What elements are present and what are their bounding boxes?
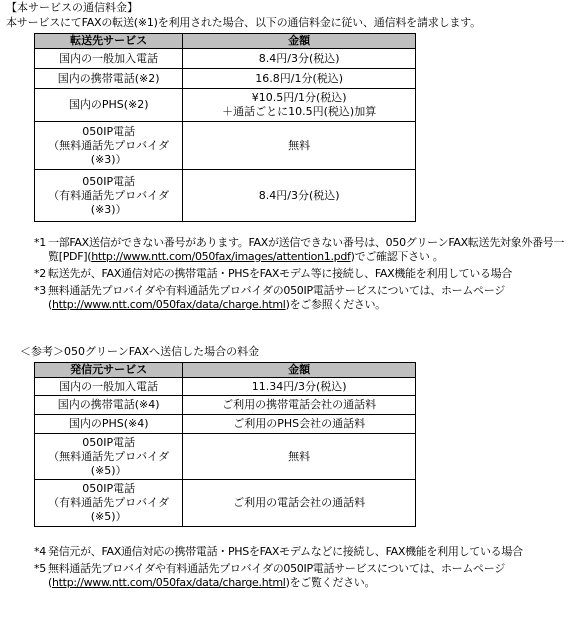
table-row <box>35 49 416 69</box>
table-row <box>35 170 416 222</box>
footnote <box>34 236 574 264</box>
table-row <box>35 122 416 170</box>
cell-line: ご利用の携帯電話会社の通話料 <box>222 398 377 411</box>
footnote-link[interactable]: http://www.ntt.com/050fax/images/attention1.pdf <box>91 250 351 263</box>
table-cell-amount <box>183 378 416 396</box>
cell-line: （無料通話先プロバイダ <box>48 138 170 152</box>
table-cell-amount <box>183 122 416 170</box>
table-cell-service <box>35 69 183 89</box>
section-heading: 【本サービスの通信料金】 <box>6 1 138 14</box>
notes-block-1 <box>34 236 574 315</box>
table-cell-service <box>35 434 183 480</box>
table-row <box>35 378 416 396</box>
incoming-charges-table <box>34 362 416 527</box>
cell-line: 国内のPHS(※4) <box>68 417 149 430</box>
footnote-mark: *4 <box>34 545 46 558</box>
footnote-mark: *2 <box>34 267 46 280</box>
cell-line: ＋通話ごとに10.5円(税込)加算 <box>222 105 377 118</box>
cell-line: 国内のPHS(※2) <box>68 98 149 111</box>
table-cell-service <box>35 122 183 170</box>
cell-line: 国内の携帯電話(※2) <box>57 71 160 85</box>
reference-title: ＜参考＞050グリーンFAXへ送信した場合の料金 <box>20 345 260 358</box>
cell-line: ご利用の電話会社の通話料 <box>233 496 366 509</box>
table2-header-service: 発信元サービス <box>35 363 183 378</box>
cell-line: （有料通話先プロバイダ <box>48 496 170 509</box>
table-cell-amount <box>183 434 416 480</box>
table-row <box>35 434 416 480</box>
cell-line: 050IP電話 <box>82 435 136 449</box>
cell-line: ¥10.5円/1分(税込) <box>251 91 347 104</box>
intro-text: 本サービスにてFAXの転送(※1)を利用された場合、以下の通信料金に従い、通信料を請求します。 <box>6 16 481 29</box>
footnote-text-tail: )でご確認下さい 。 <box>350 250 444 263</box>
footnote-link[interactable]: http://www.ntt.com/050fax/data/charge.html <box>52 298 286 311</box>
footnote-text: 無料通話先プロバイダや有料通話先プロバイダの050IP電話サービスについては、ホームページ( <box>48 284 505 311</box>
table-row <box>35 415 416 434</box>
cell-line: (※5)） <box>90 463 127 477</box>
table-cell-service <box>35 415 183 434</box>
cell-line: 16.8円/1分(税込) <box>255 71 344 85</box>
footnote-mark: *1 <box>34 236 46 249</box>
table-cell-amount <box>183 480 416 527</box>
cell-line: 国内の携帯電話(※4) <box>57 398 160 411</box>
footnote <box>34 545 574 559</box>
notes-block-2 <box>34 545 574 593</box>
footnote-text-tail: )をご覧ください。 <box>285 576 376 589</box>
table-row <box>35 69 416 89</box>
cell-line: (※3)） <box>90 202 127 216</box>
table1-header-amount: 金額 <box>183 34 416 49</box>
footnote-mark: *3 <box>34 284 46 297</box>
cell-line: (※3)） <box>90 152 127 166</box>
table-cell-service <box>35 49 183 69</box>
table-cell-amount <box>183 89 416 122</box>
footnote-text: 無料通話先プロバイダや有料通話先プロバイダの050IP電話サービスについては、ホームページ( <box>48 562 505 589</box>
forwarding-charges-table <box>34 33 416 222</box>
table2-header-amount: 金額 <box>183 363 416 378</box>
cell-line: (※5)） <box>90 510 127 523</box>
table-cell-service <box>35 89 183 122</box>
cell-line: （有料通話先プロバイダ <box>48 188 170 202</box>
footnote-text: 発信元が、FAX通信対応の携帯電話・PHSをFAXモデムなどに接続し、FAX機能を利用している場合 <box>48 545 523 558</box>
footnote <box>34 267 574 281</box>
table-cell-service <box>35 170 183 222</box>
cell-line: 11.34円/3分(税込) <box>251 379 347 393</box>
cell-line: 050IP電話 <box>82 124 136 138</box>
table-row <box>35 480 416 527</box>
table-cell-amount <box>183 396 416 415</box>
cell-line: 050IP電話 <box>82 174 136 188</box>
table-cell-service <box>35 396 183 415</box>
cell-line: 8.4円/3分(税込) <box>258 51 340 65</box>
cell-line: 無料 <box>288 449 311 463</box>
cell-line: 050IP電話 <box>82 482 136 495</box>
table-row <box>35 396 416 415</box>
footnote-link[interactable]: http://www.ntt.com/050fax/data/charge.html <box>52 576 286 589</box>
footnote <box>34 284 574 312</box>
footnote-mark: *5 <box>34 562 46 575</box>
cell-line: （無料通話先プロバイダ <box>48 449 170 463</box>
footnote-text: 転送先が、FAX通信対応の携帯電話・PHSをFAXモデム等に接続し、FAX機能を利用している場合 <box>48 267 513 280</box>
table1-header-service: 転送先サービス <box>35 34 183 49</box>
table-cell-amount <box>183 69 416 89</box>
cell-line: 国内の一般加入電話 <box>59 51 159 65</box>
footnote-text: 一部FAX送信ができない番号があります。FAXが送信できない番号は、050グリーンFAX転送先対象外番号一覧[PDF]( <box>48 236 565 263</box>
cell-line: 国内の一般加入電話 <box>59 379 159 393</box>
table-row <box>35 89 416 122</box>
cell-line: 無料 <box>288 138 311 152</box>
table-cell-amount <box>183 49 416 69</box>
table-cell-amount <box>183 415 416 434</box>
table-cell-amount <box>183 170 416 222</box>
cell-line: 8.4円/3分(税込) <box>258 188 340 202</box>
table-cell-service <box>35 480 183 527</box>
footnote <box>34 562 574 590</box>
table-cell-service <box>35 378 183 396</box>
footnote-text-tail: )をご参照ください。 <box>285 298 386 311</box>
cell-line: ご利用のPHS会社の通話料 <box>233 417 366 430</box>
